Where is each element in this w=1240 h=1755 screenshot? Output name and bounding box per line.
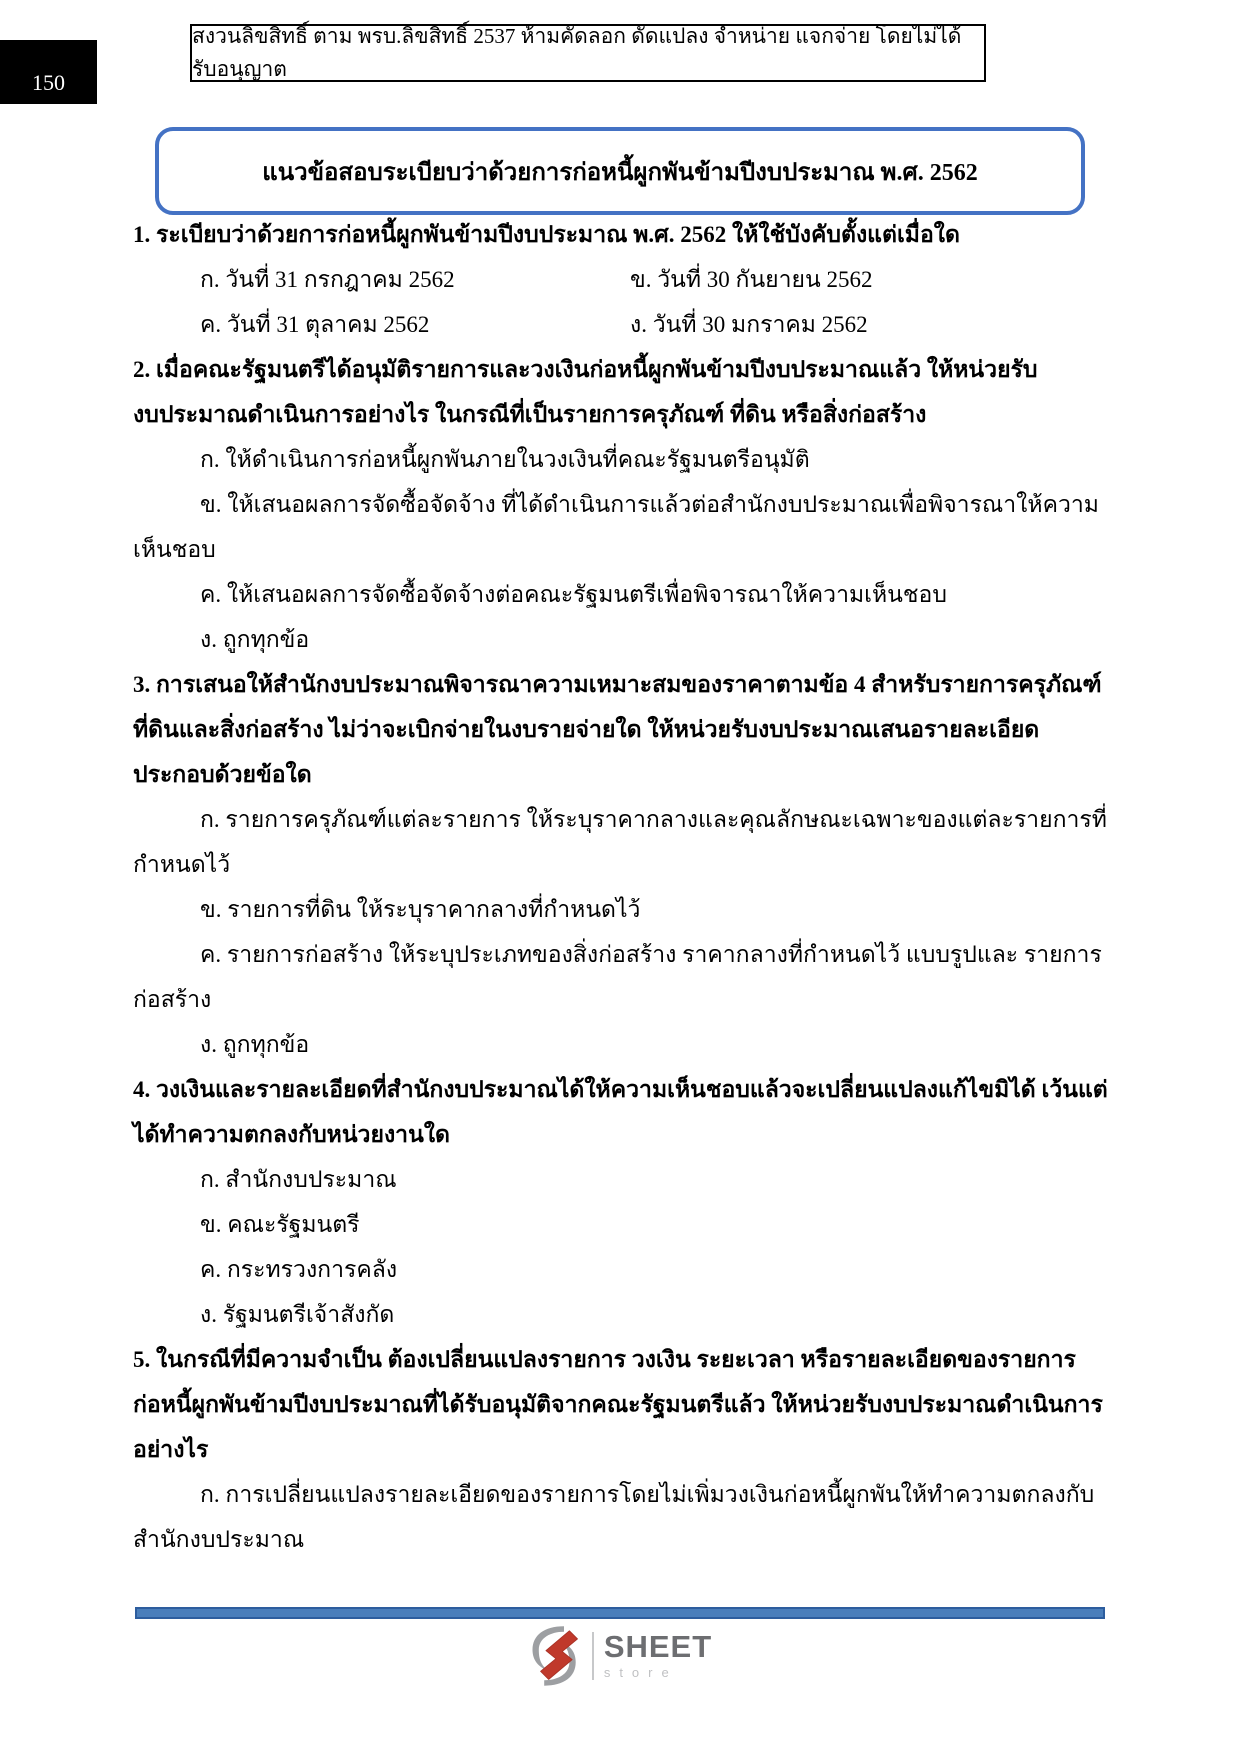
question-text-continuation: อย่างไร: [133, 1437, 209, 1462]
option: ก. การเปลี่ยนแปลงรายละเอียดของรายการโดยไม่เพิ่มวงเงินก่อหนี้ผูกพันให้ทำความตกลงกับ: [200, 1482, 1095, 1507]
question-text-continuation: ประกอบด้วยข้อใด: [133, 762, 312, 787]
footer-logo: [0, 1624, 1240, 1688]
option: ค. ให้เสนอผลการจัดซื้อจัดจ้างต่อคณะรัฐมนตรีเพื่อพิจารณาให้ความเห็นชอบ: [200, 582, 947, 607]
option: ข. วันที่ 30 กันยายน 2562: [630, 267, 873, 292]
option: ง. ถูกทุกข้อ: [200, 627, 310, 652]
option: ข. คณะรัฐมนตรี: [200, 1212, 360, 1237]
logo-text: [603, 1629, 713, 1680]
option-row: [133, 257, 1110, 302]
question-text: 1. ระเบียบว่าด้วยการก่อหนี้ผูกพันข้ามปีงบประมาณ พ.ศ. 2562 ให้ใช้บังคับตั้งแต่เมื่อใด: [133, 222, 960, 247]
option-continuation: เห็นชอบ: [133, 537, 216, 562]
logo-divider: [592, 1632, 594, 1680]
option-continuation: กำหนดไว้: [133, 852, 231, 877]
exam-title-box: [155, 127, 1085, 215]
option: ก. วันที่ 31 กรกฎาคม 2562: [200, 267, 455, 292]
question-text-continuation: ได้ทำความตกลงกับหน่วยงานใด: [133, 1122, 450, 1147]
copyright-notice-box: [190, 24, 986, 82]
option: ค. วันที่ 31 ตุลาคม 2562: [200, 312, 430, 337]
page-number-box: [0, 40, 97, 104]
exam-title: แนวข้อสอบระเบียบว่าด้วยการก่อหนี้ผูกพันข้ามปีงบประมาณ พ.ศ. 2562: [262, 159, 978, 186]
question-text-continuation: งบประมาณดำเนินการอย่างไร ในกรณีที่เป็นรายการครุภัณฑ์ ที่ดิน หรือสิ่งก่อสร้าง: [133, 402, 927, 427]
page-number: 150: [32, 70, 65, 95]
option: ข. ให้เสนอผลการจัดซื้อจัดจ้าง ที่ได้ดำเนินการแล้วต่อสำนักงบประมาณเพื่อพิจารณาให้ความ: [200, 492, 1099, 517]
question-text: 3. การเสนอให้สำนักงบประมาณพิจารณาความเหมาะสมของราคาตามข้อ 4 สำหรับรายการครุภัณฑ์: [133, 672, 1102, 697]
option: ก. ให้ดำเนินการก่อหนี้ผูกพันภายในวงเงินที่คณะรัฐมนตรีอนุมัติ: [200, 447, 810, 472]
question-text: 4. วงเงินและรายละเอียดที่สำนักงบประมาณได้ให้ความเห็นชอบแล้วจะเปลี่ยนแปลงแก้ไขมิได้ เว้นแต่: [133, 1077, 1108, 1102]
question-text: 2. เมื่อคณะรัฐมนตรีได้อนุมัติรายการและวงเงินก่อหนี้ผูกพันข้ามปีงบประมาณแล้ว ให้หน่วยรับ: [133, 357, 1038, 382]
brand-name: SHEET: [603, 1629, 713, 1664]
copyright-text: สงวนลิขสิทธิ์ ตาม พรบ.ลิขสิทธิ์ 2537 ห้ามคัดลอก ดัดแปลง จำหน่าย แจกจ่าย โดยไม่ได้รับอนุญาต: [192, 24, 962, 81]
question-text: 5. ในกรณีที่มีความจำเป็น ต้องเปลี่ยนแปลงรายการ วงเงิน ระยะเวลา หรือรายละเอียดของรายการ: [133, 1347, 1076, 1372]
brand-subtitle: store: [603, 1665, 678, 1680]
option: ค. รายการก่อสร้าง ให้ระบุประเภทของสิ่งก่อสร้าง ราคากลางที่กำหนดไว้ แบบรูปและ รายการ: [200, 942, 1102, 967]
exam-content: [133, 212, 1110, 1562]
option: ง. รัฐมนตรีเจ้าสังกัด: [200, 1302, 395, 1327]
option: ง. ถูกทุกข้อ: [200, 1032, 310, 1057]
option: ง. วันที่ 30 มกราคม 2562: [630, 312, 868, 337]
option: ค. กระทรวงการคลัง: [200, 1257, 398, 1282]
option: ก. รายการครุภัณฑ์แต่ละรายการ ให้ระบุราคากลางและคุณลักษณะเฉพาะของแต่ละรายการที่: [200, 807, 1107, 832]
question-text-continuation: ก่อหนี้ผูกพันข้ามปีงบประมาณที่ได้รับอนุมัติจากคณะรัฐมนตรีแล้ว ให้หน่วยรับงบประมาณดำเนินการ: [133, 1392, 1103, 1417]
option-row: [133, 302, 1110, 347]
question-text-continuation: ที่ดินและสิ่งก่อสร้าง ไม่ว่าจะเบิกจ่ายในงบรายจ่ายใด ให้หน่วยรับงบประมาณเสนอรายละเอียด: [133, 717, 1040, 742]
option-continuation: ก่อสร้าง: [133, 987, 212, 1012]
sheet-store-logo-icon: [528, 1624, 582, 1688]
option: ข. รายการที่ดิน ให้ระบุราคากลางที่กำหนดไว้: [200, 897, 641, 922]
option: ก. สำนักงบประมาณ: [200, 1167, 397, 1192]
option-continuation: สำนักงบประมาณ: [133, 1527, 305, 1552]
footer-divider-bar: [135, 1607, 1105, 1619]
